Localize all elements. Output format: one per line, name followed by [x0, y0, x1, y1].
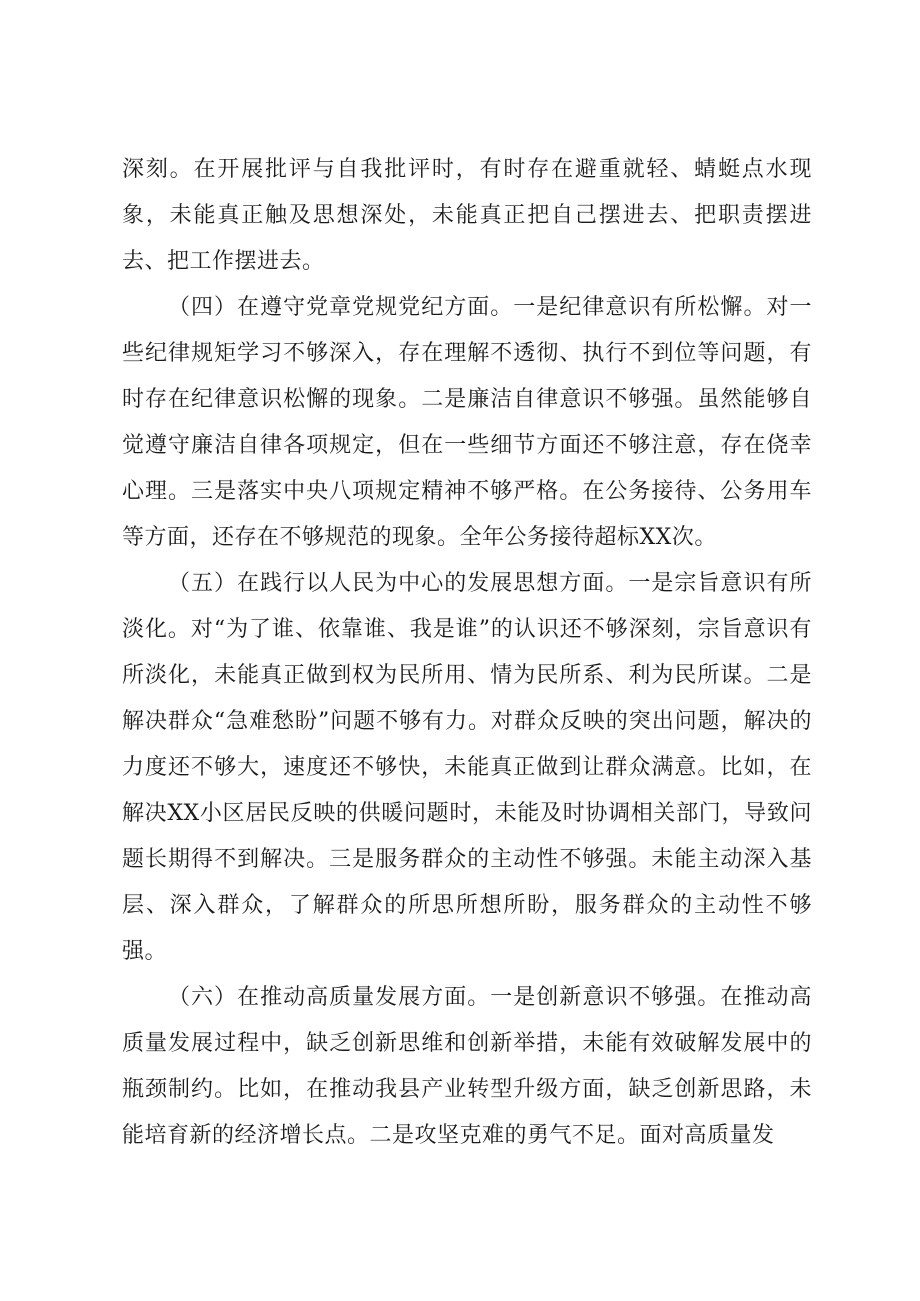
- paragraph-section-four: （四）在遵守党章党规党纪方面。一是纪律意识有所松懈。对一些纪律规矩学习不够深入，存在理解不透彻、执行不到位等问题，有时存在纪律意识松懈的现象。二是廉洁自律意识不够强。虽然能够自觉遵守廉洁自律各项规定，但在一些细节方面还不够注意，存在侥幸心理。三是落实中央八项规定精神不够严格。在公务接待、公务用车等方面，还存在不够规范的现象。全年公务接待超标XX次。: [122, 295, 812, 550]
- paragraph-section-five: （五）在践行以人民为中心的发展思想方面。一是宗旨意识有所淡化。对“为了谁、依靠谁、我是谁”的认识还不够深刻，宗旨意识有所淡化，未能真正做到权为民所用、情为民所系、利为民所谋。二是解决群众“急难愁盼”问题不够有力。对群众反映的突出问题，解决的力度还不够大，速度还不够快，未能真正做到让群众满意。比如，在解决XX小区居民反映的供暖问题时，未能及时协调相关部门，导致问题长期得不到解决。三是服务群众的主动性不够强。未能主动深入基层、深入群众，了解群众的所思所想所盼，服务群众的主动性不够强。: [122, 571, 812, 964]
- document-body: [122, 147, 812, 1159]
- paragraph-continuation: 深刻。在开展批评与自我批评时，有时存在避重就轻、蜻蜓点水现象，未能真正触及思想深处，未能真正把自己摆进去、把职责摆进去、把工作摆进去。: [122, 157, 812, 274]
- paragraph-section-six: （六）在推动高质量发展方面。一是创新意识不够强。在推动高质量发展过程中，缺乏创新思维和创新举措，未能有效破解发展中的瓶颈制约。比如，在推动我县产业转型升级方面，缺乏创新思路，未能培育新的经济增长点。二是攻坚克难的勇气不足。面对高质量发: [122, 985, 812, 1148]
